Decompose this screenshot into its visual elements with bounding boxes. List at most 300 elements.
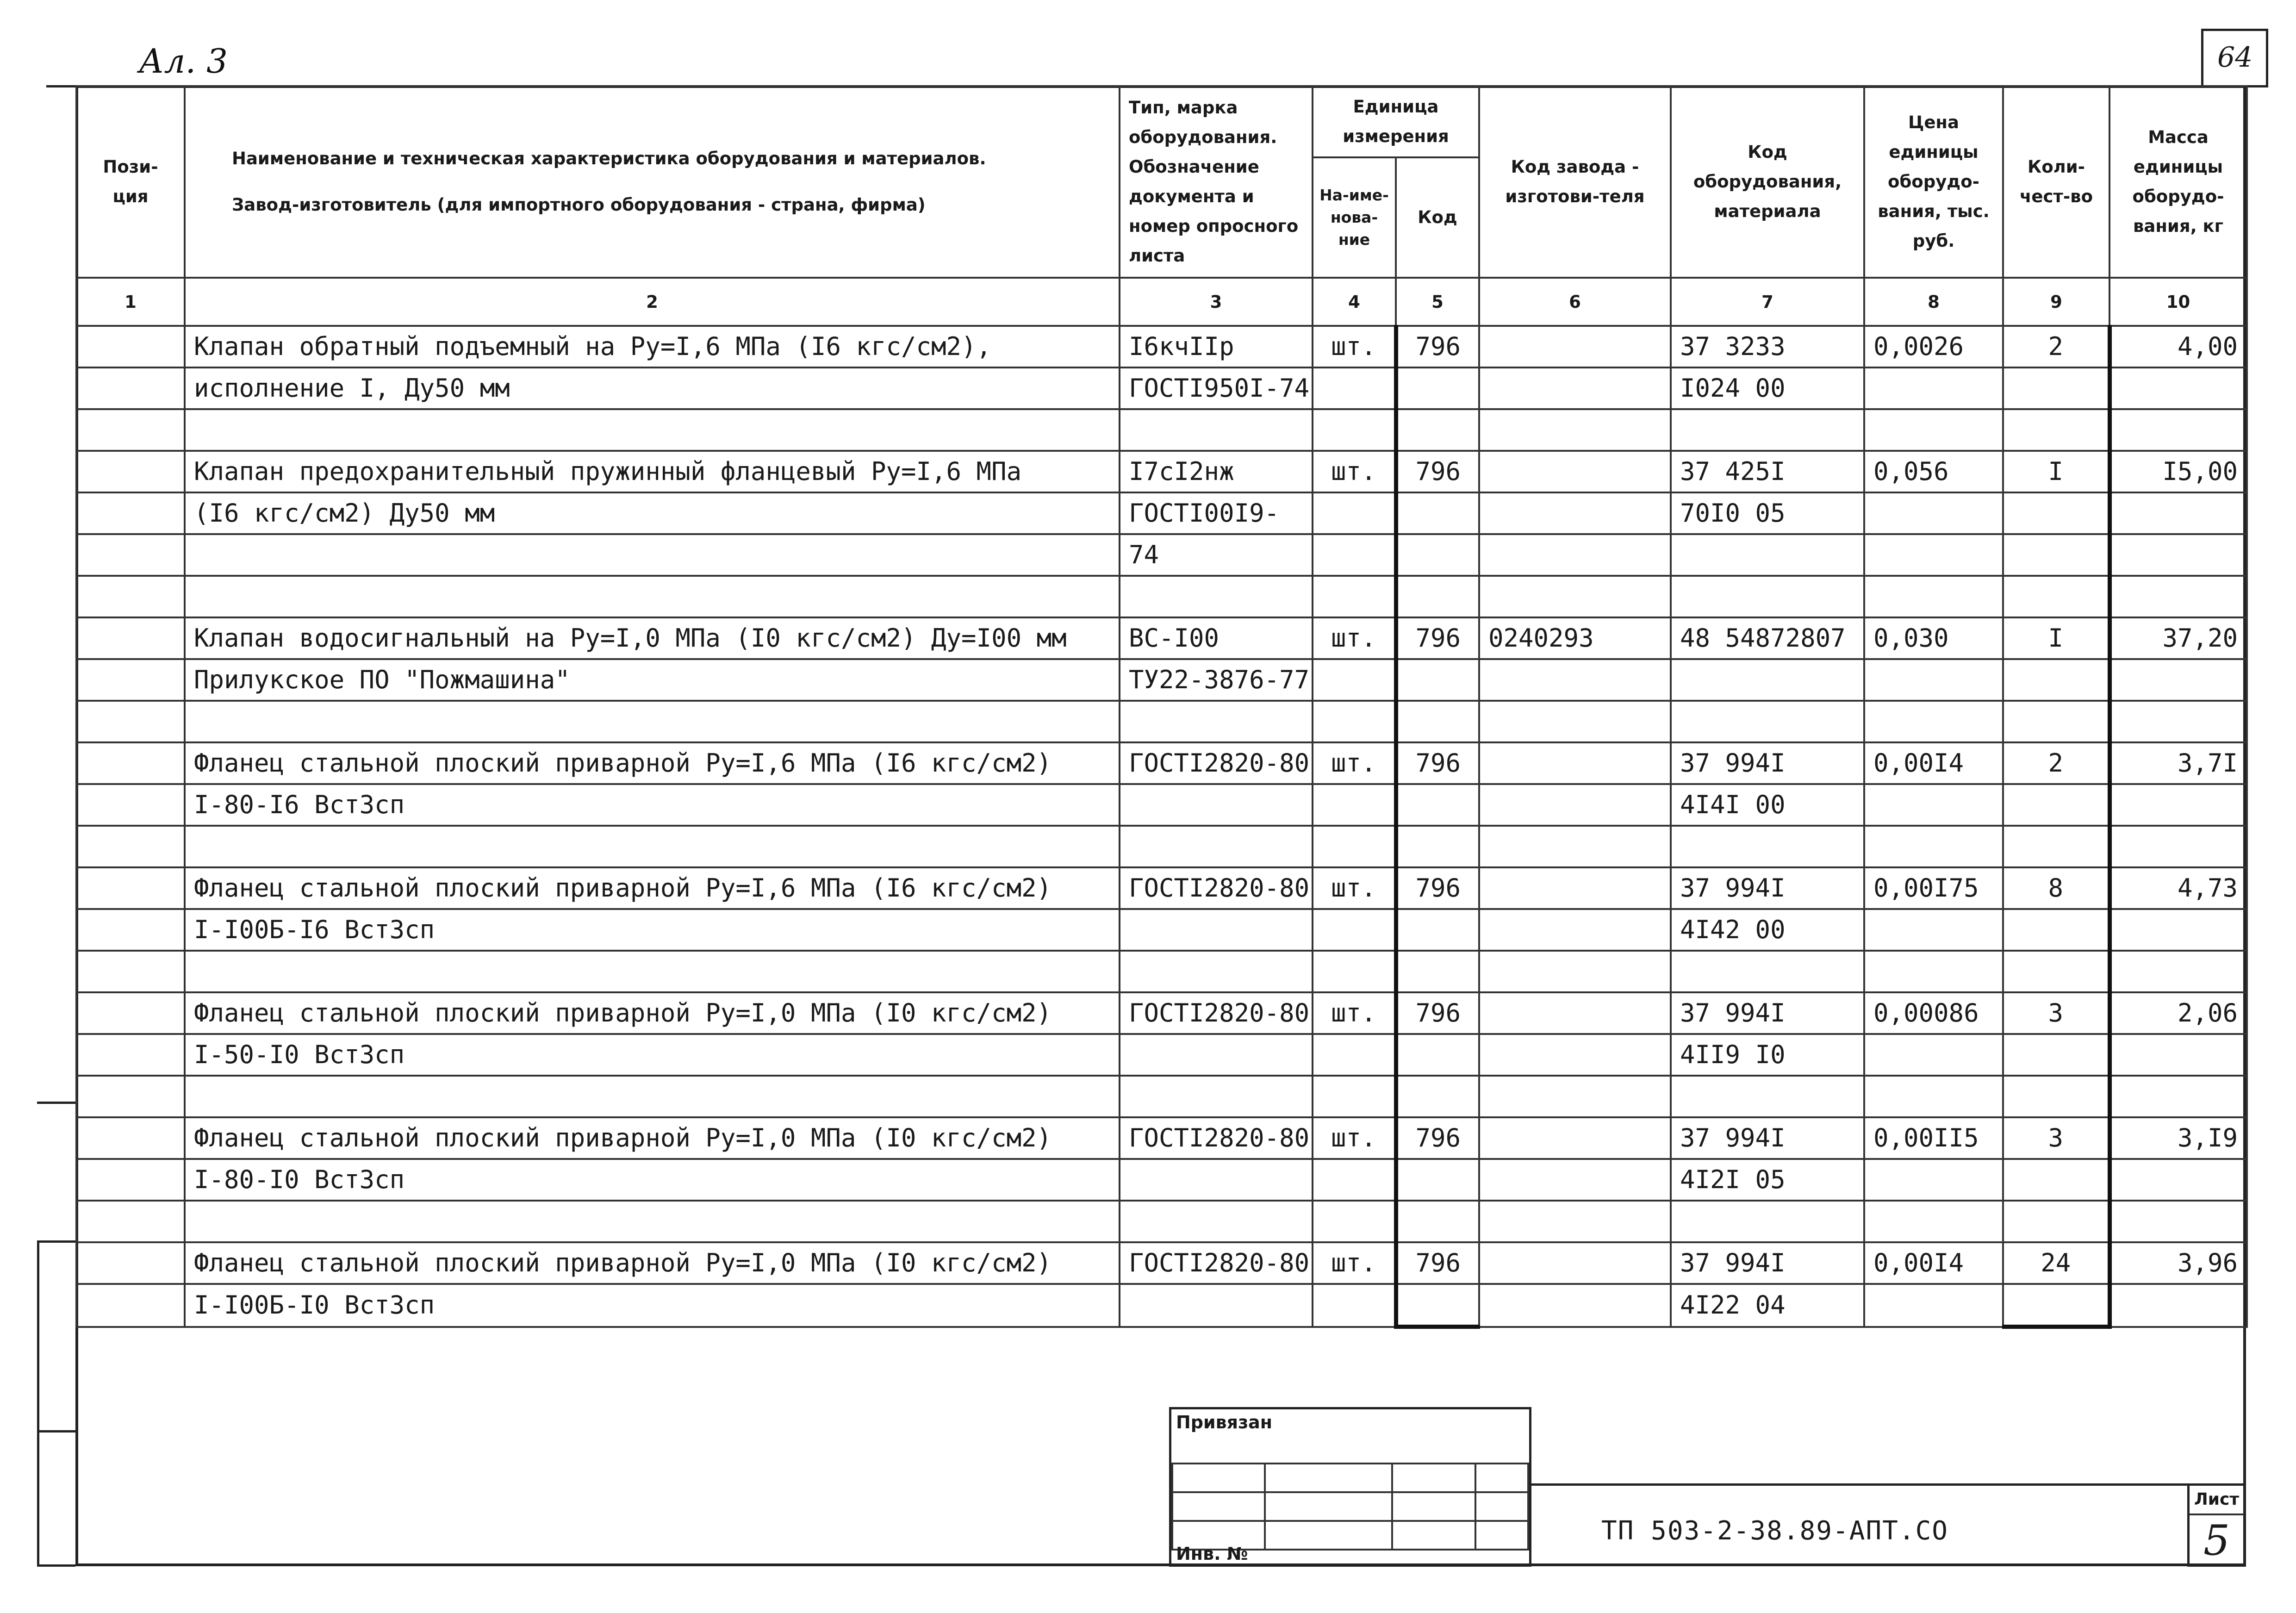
table-cell xyxy=(1479,659,1671,701)
table-cell xyxy=(2003,951,2109,992)
table-cell xyxy=(1120,1076,1313,1117)
table-cell xyxy=(2003,784,2109,826)
table-cell: 3,I9 xyxy=(2109,1117,2247,1159)
table-cell xyxy=(2003,909,2109,951)
table-cell xyxy=(1864,1201,2003,1242)
header-name-line1: Наименование и техническая характеристика оборудования и материалов. xyxy=(232,149,986,168)
table-row xyxy=(76,701,2247,742)
table-cell xyxy=(76,1242,185,1284)
table-row xyxy=(76,1284,2247,1327)
table-cell xyxy=(1120,909,1313,951)
table-cell: Прилукское ПО "Пожмашина" xyxy=(185,659,1120,701)
table-cell: I-I00Б-I0 ВстЗсп xyxy=(185,1284,1120,1327)
table-cell xyxy=(1313,659,1396,701)
table-cell xyxy=(2109,576,2247,617)
table-cell: Клапан водосигнальный на Ру=I,0 МПа (I0 кгс/см2) Ду=I00 мм xyxy=(185,617,1120,659)
table-cell xyxy=(1864,1076,2003,1117)
table-cell xyxy=(76,992,185,1034)
table-cell xyxy=(1479,1076,1671,1117)
table-cell xyxy=(1396,784,1479,826)
table-cell xyxy=(2003,1201,2109,1242)
table-cell xyxy=(1479,1242,1671,1284)
table-cell: шт. xyxy=(1313,992,1396,1034)
table-cell: I xyxy=(2003,451,2109,492)
table-cell xyxy=(1864,909,2003,951)
column-number: 9 xyxy=(2003,278,2109,326)
table-row xyxy=(76,951,2247,992)
table-cell xyxy=(2109,492,2247,534)
header-unit-group: Единица измерения xyxy=(1313,86,1479,157)
table-cell xyxy=(1120,1034,1313,1076)
table-cell xyxy=(1396,492,1479,534)
table-row xyxy=(76,826,2247,867)
column-number-row xyxy=(76,278,2247,326)
table-cell: 796 xyxy=(1396,992,1479,1034)
table-cell: ГОСТI00I9- xyxy=(1120,492,1313,534)
table-cell: 796 xyxy=(1396,617,1479,659)
table-cell: 0,0026 xyxy=(1864,326,2003,367)
table-cell: 2,06 xyxy=(2109,992,2247,1034)
table-cell xyxy=(1396,909,1479,951)
header-name-line2: Завод-изготовитель (для импортного оборудования - страна, фирма) xyxy=(232,195,926,215)
table-cell xyxy=(76,1076,185,1117)
table-cell xyxy=(1479,1201,1671,1242)
specification-table xyxy=(75,85,2248,1329)
table-cell: 796 xyxy=(1396,1242,1479,1284)
table-cell: 0,00I4 xyxy=(1864,742,2003,784)
column-number: 5 xyxy=(1396,278,1479,326)
table-cell xyxy=(1396,1159,1479,1201)
table-cell xyxy=(76,1159,185,1201)
table-cell xyxy=(1864,826,2003,867)
table-cell xyxy=(1671,534,1864,576)
table-cell xyxy=(1313,576,1396,617)
header-name xyxy=(185,86,1120,278)
table-cell: ГОСТI2820-80 xyxy=(1120,742,1313,784)
table-row xyxy=(76,1034,2247,1076)
table-cell: 4I2I 05 xyxy=(1671,1159,1864,1201)
margin-tick xyxy=(37,1240,75,1243)
table-cell: ТУ22-3876-77 xyxy=(1120,659,1313,701)
table-cell xyxy=(2109,1284,2247,1327)
table-cell xyxy=(1313,534,1396,576)
table-cell xyxy=(2109,1201,2247,1242)
stamp-grid xyxy=(1171,1463,1529,1551)
table-cell xyxy=(76,534,185,576)
table-cell xyxy=(1864,367,2003,409)
table-cell xyxy=(1120,951,1313,992)
table-cell xyxy=(2003,1159,2109,1201)
table-cell xyxy=(1671,1076,1864,1117)
table-cell xyxy=(76,617,185,659)
table-cell xyxy=(1479,784,1671,826)
table-cell xyxy=(76,326,185,367)
column-number: 3 xyxy=(1120,278,1313,326)
table-cell: 24 xyxy=(2003,1242,2109,1284)
table-cell xyxy=(2109,1159,2247,1201)
table-cell: Фланец стальной плоский приварной Ру=I,0 МПа (I0 кгс/см2) xyxy=(185,992,1120,1034)
table-cell xyxy=(1313,1201,1396,1242)
table-cell: Фланец стальной плоский приварной Ру=I,6 МПа (I6 кгс/см2) xyxy=(185,742,1120,784)
table-cell xyxy=(76,1284,185,1327)
table-row xyxy=(76,1201,2247,1242)
table-cell: шт. xyxy=(1313,451,1396,492)
column-number: 10 xyxy=(2109,278,2247,326)
table-cell: 37 3233 xyxy=(1671,326,1864,367)
header-price: Цена единицы оборудо-вания, тыс. руб. xyxy=(1864,86,2003,278)
table-row xyxy=(76,659,2247,701)
table-cell xyxy=(1479,409,1671,451)
table-cell xyxy=(1313,909,1396,951)
table-cell xyxy=(1120,701,1313,742)
table-cell xyxy=(2003,1284,2109,1327)
inv-number-label: Инв. № xyxy=(1176,1544,1248,1564)
table-cell: 796 xyxy=(1396,742,1479,784)
table-cell: 2 xyxy=(2003,326,2109,367)
table-row xyxy=(76,1117,2247,1159)
table-cell xyxy=(1479,576,1671,617)
table-cell: I7сI2нж xyxy=(1120,451,1313,492)
table-cell: I-80-I0 ВстЗсп xyxy=(185,1159,1120,1201)
table-cell xyxy=(76,451,185,492)
table-cell xyxy=(1313,409,1396,451)
table-cell xyxy=(1671,1201,1864,1242)
title-block-line xyxy=(1531,1483,2187,1486)
table-cell xyxy=(76,659,185,701)
handwritten-sheet-label: Ал. 3 xyxy=(139,42,228,81)
table-cell: 0,00086 xyxy=(1864,992,2003,1034)
table-cell xyxy=(2109,1034,2247,1076)
table-cell: 4,73 xyxy=(2109,867,2247,909)
table-cell: ГОСТI2820-80 xyxy=(1120,1117,1313,1159)
stamp-cell xyxy=(1475,1492,1528,1521)
table-cell xyxy=(1396,1201,1479,1242)
table-cell xyxy=(1864,784,2003,826)
table-row xyxy=(76,617,2247,659)
table-cell: 796 xyxy=(1396,451,1479,492)
table-row xyxy=(76,742,2247,784)
table-cell: Фланец стальной плоский приварной Ру=I,0 МПа (I0 кгс/см2) xyxy=(185,1117,1120,1159)
column-number: 2 xyxy=(185,278,1120,326)
table-row xyxy=(76,784,2247,826)
table-row xyxy=(76,576,2247,617)
stamp-cell xyxy=(1265,1492,1392,1521)
table-cell xyxy=(2109,367,2247,409)
table-cell xyxy=(76,1034,185,1076)
table-cell: ГОСТI950I-74 xyxy=(1120,367,1313,409)
table-cell xyxy=(1479,951,1671,992)
table-cell xyxy=(1120,1284,1313,1327)
table-row xyxy=(76,1242,2247,1284)
sheet-label: Лист xyxy=(2190,1486,2244,1515)
table-cell: 796 xyxy=(1396,1117,1479,1159)
table-cell xyxy=(1479,701,1671,742)
table-cell: Фланец стальной плоский приварной Ру=I,6 МПа (I6 кгс/см2) xyxy=(185,867,1120,909)
table-cell xyxy=(76,867,185,909)
table-cell: 0,00I75 xyxy=(1864,867,2003,909)
table-cell xyxy=(2109,1076,2247,1117)
table-cell xyxy=(1313,1284,1396,1327)
stamp-cell xyxy=(1172,1492,1265,1521)
column-number: 8 xyxy=(1864,278,2003,326)
table-cell xyxy=(1120,409,1313,451)
table-cell xyxy=(2003,826,2109,867)
left-margin-line xyxy=(37,1240,39,1564)
table-cell: ГОСТI2820-80 xyxy=(1120,867,1313,909)
header-plant-code: Код завода - изготови-теля xyxy=(1479,86,1671,278)
table-cell xyxy=(185,701,1120,742)
table-cell xyxy=(1671,826,1864,867)
table-cell: ГОСТI2820-80 xyxy=(1120,992,1313,1034)
table-cell xyxy=(2003,701,2109,742)
page-number-box xyxy=(2201,29,2268,85)
bottom-margin-line xyxy=(37,1564,75,1567)
table-cell xyxy=(2109,534,2247,576)
table-cell xyxy=(76,492,185,534)
table-row xyxy=(76,451,2247,492)
handwritten-page-number: 64 xyxy=(2217,41,2253,74)
table-cell: 0,056 xyxy=(1864,451,2003,492)
table-cell: I024 00 xyxy=(1671,367,1864,409)
table-cell xyxy=(1864,659,2003,701)
table-row xyxy=(76,534,2247,576)
table-cell: 2 xyxy=(2003,742,2109,784)
table-cell xyxy=(185,1201,1120,1242)
table-cell xyxy=(1479,1034,1671,1076)
table-cell xyxy=(1396,534,1479,576)
table-cell xyxy=(1479,992,1671,1034)
table-cell xyxy=(2109,826,2247,867)
column-number: 4 xyxy=(1313,278,1396,326)
table-cell xyxy=(1313,951,1396,992)
table-cell xyxy=(2003,1076,2109,1117)
table-cell xyxy=(1313,1034,1396,1076)
table-cell: I5,00 xyxy=(2109,451,2247,492)
table-cell xyxy=(1120,576,1313,617)
table-cell xyxy=(185,534,1120,576)
table-cell xyxy=(76,1201,185,1242)
table-row xyxy=(76,1159,2247,1201)
table-cell xyxy=(1313,1076,1396,1117)
column-number: 7 xyxy=(1671,278,1864,326)
table-cell xyxy=(76,826,185,867)
header-mass: Масса единицы оборудо-вания, кг xyxy=(2109,86,2247,278)
table-cell xyxy=(1396,1284,1479,1327)
column-number: 6 xyxy=(1479,278,1671,326)
table-cell: 3 xyxy=(2003,992,2109,1034)
table-cell xyxy=(1864,701,2003,742)
table-cell xyxy=(1671,576,1864,617)
header-equipment-code: Код оборудования, материала xyxy=(1671,86,1864,278)
table-cell xyxy=(1864,951,2003,992)
table-row xyxy=(76,992,2247,1034)
stamp-cell xyxy=(1392,1521,1475,1550)
table-cell: I xyxy=(2003,617,2109,659)
table-cell xyxy=(185,826,1120,867)
table-cell xyxy=(1120,1159,1313,1201)
table-cell xyxy=(2003,1034,2109,1076)
stamp-cell xyxy=(1265,1464,1392,1492)
table-cell: 796 xyxy=(1396,867,1479,909)
table-cell xyxy=(1396,576,1479,617)
table-row xyxy=(76,326,2247,367)
table-cell xyxy=(1864,576,2003,617)
table-cell xyxy=(2003,367,2109,409)
table-cell: шт. xyxy=(1313,742,1396,784)
table-cell xyxy=(1120,826,1313,867)
table-row xyxy=(76,492,2247,534)
table-cell xyxy=(1479,451,1671,492)
table-cell: (I6 кгс/см2) Ду50 мм xyxy=(185,492,1120,534)
table-cell xyxy=(2109,784,2247,826)
table-cell xyxy=(1396,367,1479,409)
table-cell: 796 xyxy=(1396,326,1479,367)
table-cell xyxy=(76,951,185,992)
table-cell: I-I00Б-I6 ВстЗсп xyxy=(185,909,1120,951)
table-cell xyxy=(1479,492,1671,534)
table-cell: ВС-I00 xyxy=(1120,617,1313,659)
table-cell xyxy=(2003,576,2109,617)
table-cell: 74 xyxy=(1120,534,1313,576)
table-cell xyxy=(1313,701,1396,742)
table-cell xyxy=(1864,534,2003,576)
table-cell xyxy=(76,784,185,826)
table-cell xyxy=(2109,951,2247,992)
stamp-cell xyxy=(1392,1492,1475,1521)
document-code: ТП 503-2-38.89-АПТ.СО xyxy=(1601,1516,1949,1546)
table-cell: ГОСТI2820-80 xyxy=(1120,1242,1313,1284)
table-cell xyxy=(1313,492,1396,534)
table-cell xyxy=(76,742,185,784)
stamp-cell xyxy=(1475,1521,1528,1550)
margin-tick xyxy=(37,1102,75,1104)
table-cell: 4I4I 00 xyxy=(1671,784,1864,826)
table-cell xyxy=(1864,492,2003,534)
bound-stamp xyxy=(1169,1407,1531,1567)
table-cell: 4I42 00 xyxy=(1671,909,1864,951)
table-cell xyxy=(1396,951,1479,992)
table-cell xyxy=(1479,742,1671,784)
table-cell xyxy=(1396,409,1479,451)
table-cell xyxy=(185,576,1120,617)
table-cell xyxy=(1120,784,1313,826)
table-cell xyxy=(1396,701,1479,742)
table-cell xyxy=(1479,826,1671,867)
table-cell: 48 54872807 xyxy=(1671,617,1864,659)
table-cell xyxy=(1396,1076,1479,1117)
table-cell xyxy=(76,576,185,617)
table-cell: 4,00 xyxy=(2109,326,2247,367)
table-cell xyxy=(76,909,185,951)
header-quantity: Коли-чест-во xyxy=(2003,86,2109,278)
table-cell xyxy=(1396,826,1479,867)
table-cell xyxy=(1479,1159,1671,1201)
table-cell xyxy=(76,409,185,451)
table-cell xyxy=(2003,659,2109,701)
table-cell: Клапан обратный подъемный на Ру=I,6 МПа (I6 кгс/см2), xyxy=(185,326,1120,367)
table-cell xyxy=(1479,534,1671,576)
table-cell xyxy=(1671,951,1864,992)
table-cell xyxy=(1120,1201,1313,1242)
table-cell xyxy=(2109,909,2247,951)
table-row xyxy=(76,1076,2247,1117)
table-cell: 8 xyxy=(2003,867,2109,909)
table-cell xyxy=(1671,409,1864,451)
table-cell xyxy=(2109,701,2247,742)
table-cell: шт. xyxy=(1313,1117,1396,1159)
stamp-cell xyxy=(1392,1464,1475,1492)
table-cell xyxy=(1313,367,1396,409)
table-cell: 37 994I xyxy=(1671,867,1864,909)
table-cell xyxy=(1479,1117,1671,1159)
table-cell: 3 xyxy=(2003,1117,2109,1159)
table-cell: 70I0 05 xyxy=(1671,492,1864,534)
table-cell xyxy=(185,409,1120,451)
table-cell xyxy=(1479,909,1671,951)
table-cell: 0,030 xyxy=(1864,617,2003,659)
table-cell: исполнение I, Ду50 мм xyxy=(185,367,1120,409)
table-cell: 37 994I xyxy=(1671,1242,1864,1284)
table-row xyxy=(76,409,2247,451)
table-cell xyxy=(76,701,185,742)
table-cell: 37 425I xyxy=(1671,451,1864,492)
table-cell xyxy=(1479,867,1671,909)
table-cell xyxy=(185,951,1120,992)
table-cell xyxy=(1671,701,1864,742)
table-cell: шт. xyxy=(1313,617,1396,659)
table-cell: I6кчIIр xyxy=(1120,326,1313,367)
table-cell xyxy=(76,1117,185,1159)
table-cell xyxy=(1313,784,1396,826)
table-cell xyxy=(76,367,185,409)
stamp-cell xyxy=(1172,1464,1265,1492)
table-cell xyxy=(2003,534,2109,576)
header-unit-code: Код xyxy=(1396,157,1479,278)
bound-label: Привязан xyxy=(1176,1412,1273,1432)
table-cell xyxy=(1396,659,1479,701)
table-cell: Фланец стальной плоский приварной Ру=I,0 МПа (I0 кгс/см2) xyxy=(185,1242,1120,1284)
table-cell: шт. xyxy=(1313,867,1396,909)
table-row xyxy=(76,367,2247,409)
table-cell: 37 994I xyxy=(1671,742,1864,784)
margin-tick xyxy=(37,1430,75,1432)
table-cell xyxy=(1479,367,1671,409)
sheet-number: 5 xyxy=(2203,1516,2230,1565)
header-position: Пози- ция xyxy=(76,86,185,278)
table-cell xyxy=(1864,1159,2003,1201)
table-cell xyxy=(2003,492,2109,534)
table-cell xyxy=(1864,409,2003,451)
table-cell: 0,00I4 xyxy=(1864,1242,2003,1284)
sheet-box xyxy=(2187,1483,2246,1567)
stamp-cell xyxy=(1475,1464,1528,1492)
table-cell xyxy=(1396,1034,1479,1076)
table-row xyxy=(76,909,2247,951)
table-cell xyxy=(1864,1284,2003,1327)
table-cell xyxy=(1313,1159,1396,1201)
table-cell xyxy=(1313,826,1396,867)
table-cell: шт. xyxy=(1313,326,1396,367)
table-cell: 4I22 04 xyxy=(1671,1284,1864,1327)
table-cell: 37,20 xyxy=(2109,617,2247,659)
header-type: Тип, марка оборудования. Обозначение документа и номер опросного листа xyxy=(1120,86,1313,278)
table-cell: шт. xyxy=(1313,1242,1396,1284)
table-row xyxy=(76,867,2247,909)
table-cell: 3,96 xyxy=(2109,1242,2247,1284)
table-cell: I-80-I6 ВстЗсп xyxy=(185,784,1120,826)
table-cell: 4II9 I0 xyxy=(1671,1034,1864,1076)
table-cell: 37 994I xyxy=(1671,1117,1864,1159)
